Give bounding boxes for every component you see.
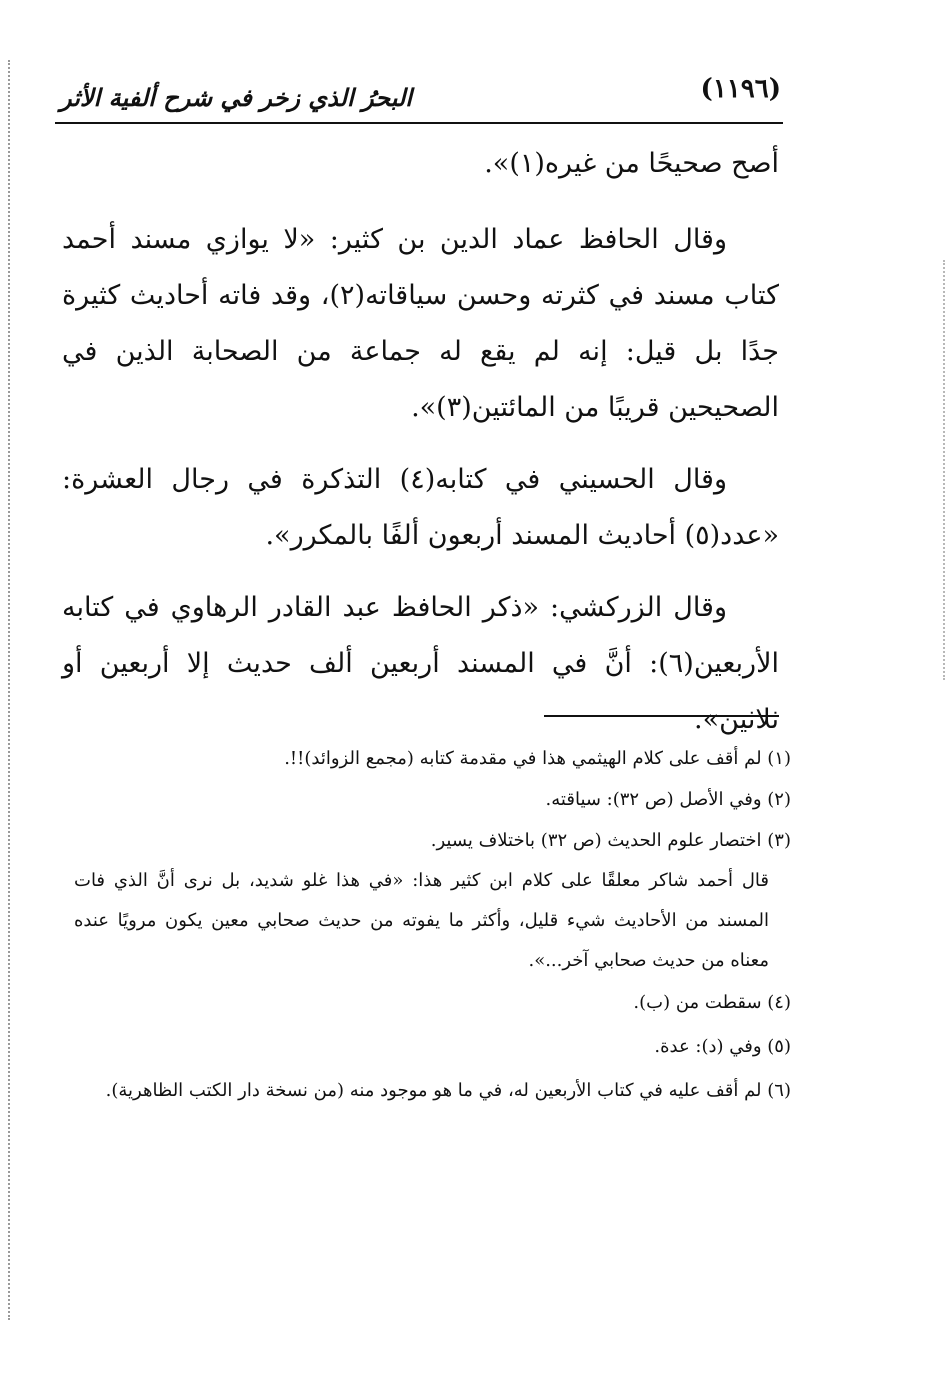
footnote-2: (٢) وفي الأصل (ص ٣٢): سياقته. [545, 789, 791, 810]
footnote-4: (٤) سقطت من (ب). [633, 992, 791, 1013]
paragraph-1: أصح صحيحًا من غيره(١)». [484, 148, 779, 179]
paragraph-3: وقال الحسيني في كتابه(٤) التذكرة في رجال العشرة: «عدد(٥) أحاديث المسند أربعون ألفًا بالمكرر». [62, 464, 779, 551]
page-number: (١١٩٦) [700, 74, 781, 104]
footnote-6: (٦) لم أقف عليه في كتاب الأربعين له، في ما هو موجود منه (من نسخة دار الكتب الظاهرية). [105, 1080, 791, 1101]
footnote-5: (٥) وفي (د): عدة. [654, 1036, 791, 1057]
main-text [62, 136, 779, 764]
scan-edge-left [8, 60, 10, 1320]
header-divider [55, 122, 783, 124]
scan-edge-right [943, 260, 945, 680]
paragraph-2: وقال الحافظ عماد الدين بن كثير: «لا يوازي مسند أحمد كتاب مسند في كثرته وحسن سياقاته(٢)، وقد فاته أحاديث كثيرة جدًا بل قيل: إنه لم يقع له جماعة من الصحابة الذين في الصحيحين قريبًا من المائتين(٣)». [62, 224, 779, 423]
footnote-divider [544, 715, 779, 717]
running-title: البحرُ الذي زخر في شرح ألفية الأثر [60, 84, 412, 112]
footnote-1: (١) لم أقف على كلام الهيثمي هذا في مقدمة كتابه (مجمع الزوائد)!!. [284, 748, 791, 769]
footnotes [74, 738, 791, 1113]
footnote-3-continuation: قال أحمد شاكر معلقًا على كلام ابن كثير هذا: «في هذا غلو شديد، بل نرى أنَّ الذي فات المسند من الأحاديث شيء قليل، وأكثر ما يفوته من حديث صحابي معين يكون مرويًا عنده معناه من حديث صحابي آخر...». [74, 870, 769, 971]
page-header [60, 68, 781, 128]
paragraph-4: وقال الزركشي: «ذكر الحافظ عبد القادر الرهاوي في كتابه الأربعين(٦): أنَّ في المسند أربعين ألف حديث إلا أربعين أو ثلاثين». [62, 592, 779, 735]
footnote-3: (٣) اختصار علوم الحديث (ص ٣٢) باختلاف يسير. [430, 830, 791, 851]
